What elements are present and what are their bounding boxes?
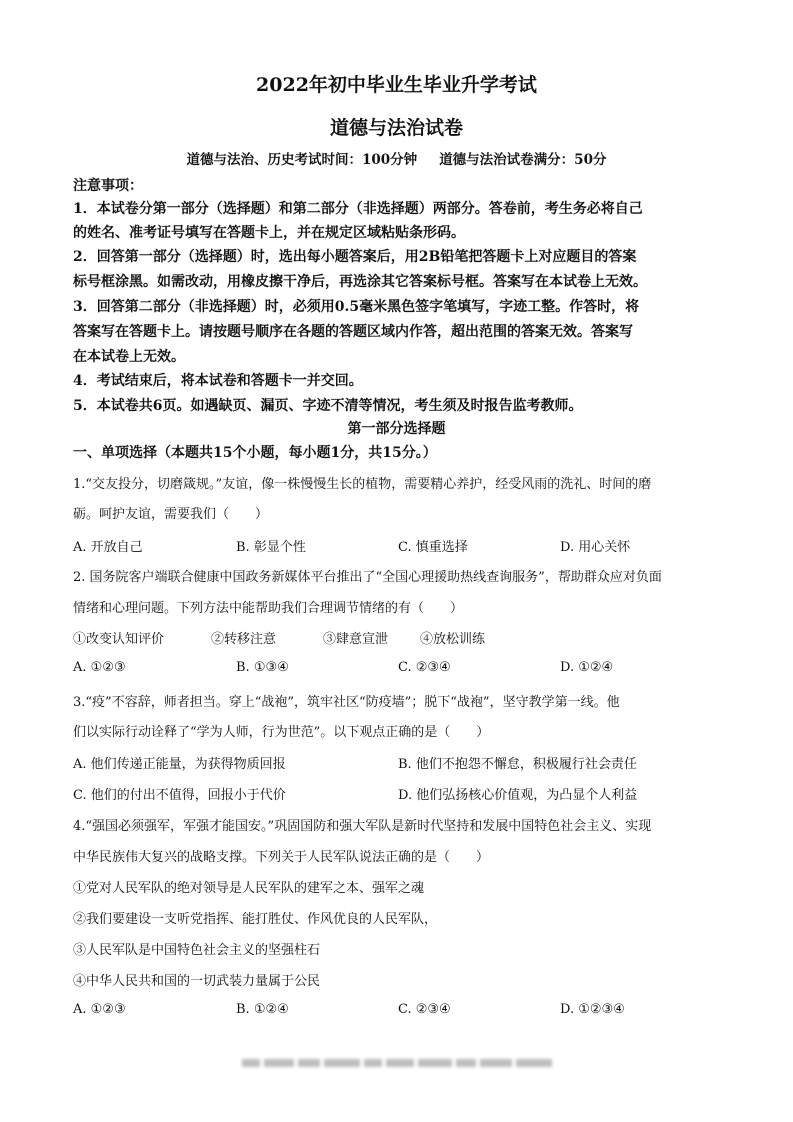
notice-line: 5．本试卷共6页。如遇缺页、漏页、字迹不清等情况，考生须及时报告监考教师。 [73, 398, 583, 414]
q3-option-c: C. 他们的付出不值得，回报小于代价 [73, 788, 286, 803]
q2-option-b: B. ①③④ [236, 660, 289, 675]
notice-line: 答案写在答题卡上。请按题号顺序在各题的答题区域内作答，超出范围的答案无效。答案写 [73, 324, 633, 340]
q1-option-b: B. 彰显个性 [236, 540, 306, 555]
q4-option-c: C. ②③④ [398, 1002, 451, 1017]
q4-option-b: B. ①②④ [236, 1002, 289, 1017]
q3-option-a: A. 他们传递正能量，为获得物质回报 [73, 757, 286, 772]
q4-stem-line: 4.“强国必须强军，军强才能国安。”巩固国防和强大军队是新时代坚持和发展中国特色社会主义、实现 [73, 819, 652, 834]
q2-option-a: A. ①②③ [73, 660, 126, 675]
q4-stem-line: 中华民族伟大复兴的战略支撑。下列关于人民军队说法正确的是（ ） [73, 850, 490, 865]
exam-time-info: 道德与法治、历史考试时间：100分钟 [186, 152, 418, 168]
q4-item: ①党对人民军队的绝对领导是人民军队的建军之本、强军之魂 [73, 881, 425, 896]
q2-option-d: D. ①②④ [560, 660, 614, 675]
notice-heading: 注意事项： [73, 178, 143, 194]
q2-item: ①改变认知评价 [73, 632, 165, 647]
q2-stem-line: 2. 国务院客户端联合健康中国政务新媒体平台推出了“全国心理援助热线查询服务”，帮助群众应对负面 [73, 570, 662, 585]
q4-item: ③人民军队是中国特色社会主义的坚强柱石 [73, 943, 321, 958]
notice-line: 1．本试卷分第一部分（选择题）和第二部分（非选择题）两部分。答卷前，考生务必将自己 [73, 201, 643, 217]
notice-line: 的姓名、准考证号填写在答题卡上，并在规定区域粘贴条形码。 [73, 225, 465, 241]
q1-option-c: C. 慎重选择 [398, 540, 468, 555]
q1-stem-line: 砺。呵护友谊，需要我们（ ） [73, 507, 269, 522]
q3-stem-line: 3.“疫”不容辞，师者担当。穿上“战袍”，筑牢社区“防疫墙”；脱下“战袍”，坚守教学第一线。他 [73, 695, 620, 710]
blurred-footer-image [240, 1056, 555, 1070]
q2-item: ④放松训练 [420, 632, 486, 647]
q3-option-d: D. 他们弘扬核心价值观，为凸显个人利益 [398, 788, 638, 803]
notice-line: 2．回答第一部分（选择题）时，选出每小题答案后，用2B铅笔把答题卡上对应题目的答案 [73, 249, 637, 265]
notice-line: 在本试卷上无效。 [73, 349, 185, 365]
exam-score-info: 道德与法治试卷满分：50分 [439, 152, 607, 168]
blurred-footer-watermark [240, 1055, 555, 1069]
q3-stem-line: 们以实际行动诠释了“学为人师，行为世范”。以下观点正确的是（ ） [73, 725, 490, 740]
section-heading: 一、单项选择（本题共15个小题，每小题1分，共15分。） [73, 445, 437, 461]
notice-line: 标号框涂黑。如需改动，用橡皮擦干净后，再选涂其它答案标号框。答案写在本试卷上无效。 [73, 274, 647, 290]
q2-item: ②转移注意 [211, 632, 277, 647]
exam-subtitle: 道德与法治试卷 [329, 117, 463, 139]
q2-option-c: C. ②③④ [398, 660, 451, 675]
q2-item: ③肆意宣泄 [323, 632, 389, 647]
q1-option-d: D. 用心关怀 [560, 540, 631, 555]
q1-stem-line: 1.“交友投分，切磨箴规。”友谊，像一株慢慢生长的植物，需要精心养护，经受风雨的洗礼、时间的磨 [73, 477, 652, 492]
exam-info [0, 148, 793, 168]
q4-option-a: A. ①②③ [73, 1002, 126, 1017]
q2-stem-line: 情绪和心理问题。下列方法中能帮助我们合理调节情绪的有（ ） [73, 601, 464, 616]
q1-option-a: A. 开放自己 [73, 540, 143, 555]
q4-item: ④中华人民共和国的一切武装力量属于公民 [73, 974, 321, 989]
q4-option-d: D. ①②③④ [560, 1002, 625, 1017]
q4-item: ②我们要建设一支听党指挥、能打胜仗、作风优良的人民军队， [73, 912, 438, 927]
q3-option-b: B. 他们不抱怨不懈怠，积极履行社会责任 [398, 757, 637, 772]
exam-title: 2022年初中毕业生毕业升学考试 [256, 74, 537, 96]
notice-line: 3．回答第二部分（非选择题）时，必须用0.5毫米黑色签字笔填写，字迹工整。作答时，将 [73, 299, 640, 315]
notice-line: 4．考试结束后，将本试卷和答题卡一并交回。 [73, 373, 363, 389]
part1-title: 第一部分选择题 [347, 421, 446, 437]
